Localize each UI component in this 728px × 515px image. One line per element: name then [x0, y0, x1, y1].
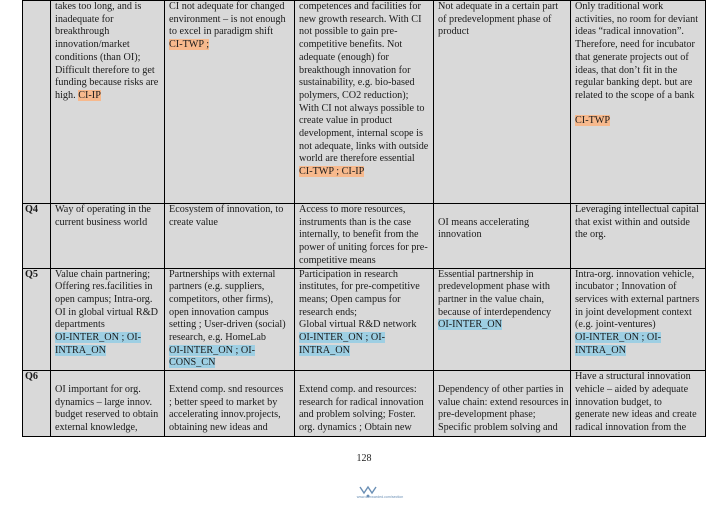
cell-text-line: Essential partnership in [438, 268, 534, 280]
cell-text-line [169, 371, 291, 384]
cell-text-line: create value [169, 216, 218, 228]
code-tag: INTRA_ON [575, 344, 626, 356]
cell-text-line: Ecosystem of innovation, to [169, 204, 284, 215]
cell-text-line: research, e.g. HomeLab [169, 332, 267, 344]
cell-text-line: adequate (enough) for [299, 51, 389, 63]
cell-text-line: world are therefore essential [299, 153, 415, 165]
cell-tag-line [299, 166, 430, 179]
cell-text-line: pre-development phase; [438, 409, 536, 421]
table-cell [571, 1, 706, 204]
cell-text-line: breakthough innovation for [299, 64, 411, 76]
cell-text-tail: funding because risks are high. [55, 77, 159, 101]
code-tag: CI-TWP ; CI-IP [299, 166, 365, 178]
cell-text-line: innovation/market [55, 39, 130, 51]
table-cell [165, 268, 295, 371]
table-row [23, 204, 706, 269]
cell-text-line: Extend comp. snd resources [169, 383, 284, 395]
cell-tag-line [575, 332, 702, 345]
table-cell [571, 204, 706, 269]
cell-text-line: not possible to gain pre- [299, 26, 398, 38]
cell-text-line: radical innovation from the [575, 421, 687, 433]
cell-text-line: ideas “radical innovation”. [575, 26, 684, 38]
cell-tag-line [575, 345, 702, 358]
cell-text-line: budget reserved to obtain [55, 409, 159, 421]
cell-text-line: Not adequate in a certain part [438, 1, 559, 12]
cell-tag-line [438, 319, 567, 332]
cell-text-line: open campus; Intra-org. [55, 293, 153, 305]
cell-text-line: Global virtual R&D network [299, 319, 417, 331]
code-tag: CI-TWP ; [169, 39, 210, 51]
cell-text-line: vehicle – aided by adequate [575, 383, 689, 395]
table-cell [571, 371, 706, 437]
cell-text-line: Extend comp. and resources: [299, 383, 417, 395]
cell-text-line: obtaining new ideas and [169, 421, 268, 433]
cell-text-line: that exist within and outside [575, 216, 690, 228]
cell-text-line: means; Open campus for [299, 293, 401, 305]
table-cell [295, 268, 434, 371]
cell-text-line: to excel in paradigm shift [169, 26, 274, 38]
cell-text-line: Value chain partnering; [55, 268, 151, 280]
table-row [23, 268, 706, 371]
question-id-cell: Q6 [23, 371, 51, 437]
cell-text-line: Difficult therefore to get [55, 64, 155, 76]
cell-text-line: sustainability, e.g. bio-based [299, 77, 415, 89]
cell-text-line: competitors, other firms), [169, 293, 274, 305]
cell-text-line: and problem solving; Foster. [299, 409, 416, 421]
cell-tag-line [575, 115, 702, 128]
code-tag: OI-INTER_ON [438, 319, 502, 331]
table-cell [295, 371, 434, 437]
cell-text-line: related to the scope of a bank [575, 89, 695, 101]
cell-text-line: innovation budget, to [575, 396, 662, 408]
cell-text-line: departments [55, 319, 105, 331]
cell-text-line: environment – is not enough [169, 13, 286, 25]
cell-text-line: inadequate for [55, 13, 114, 25]
code-tag: OI-INTER_ON ; OI- [575, 332, 662, 344]
cell-text-line: instruments than is the case [299, 216, 412, 228]
table-cell [51, 1, 165, 204]
cell-text-line: OI in global virtual R&D [55, 306, 158, 318]
code-tag: INTRA_ON [299, 344, 350, 356]
cell-text-line: create value in product [299, 115, 393, 127]
cell-text-line: open innovation campus [169, 306, 269, 318]
cell-text-line: partner in the value chain, [438, 293, 545, 305]
cell-text-line: conditions (than OI); [55, 51, 141, 63]
table-cell [295, 1, 434, 204]
cell-text-line: in joint development context [575, 306, 692, 318]
table-row [23, 371, 706, 437]
cell-text-line: services with external partners [575, 293, 700, 305]
cell-text-line [438, 371, 567, 384]
cell-text-line: new growth research. With CI [299, 13, 422, 25]
cell-text-line: takes too long, and is [55, 1, 142, 12]
cell-text-line: Way of operating in the [55, 204, 151, 215]
cell-text-line: (e.g. joint-ventures) [575, 319, 656, 331]
cell-text-line: partners (e.g. suppliers, [169, 281, 265, 293]
table-cell [51, 371, 165, 437]
cell-text-line [299, 371, 430, 384]
cell-text-line: Participation in research [299, 268, 399, 280]
cell-text-line: breakthrough [55, 26, 110, 38]
cell-text-line: Only traditional work [575, 1, 664, 12]
table-cell [434, 371, 571, 437]
table-cell [51, 204, 165, 269]
cell-tag-line [169, 357, 291, 370]
cell-text-line: Intra-org. innovation vehicle, [575, 268, 695, 280]
cell-text-line: not adequate, links with outside [299, 140, 429, 152]
cell-text-line: research ends; [299, 306, 357, 318]
publisher-logo-text: www.denwarded.com/section [356, 495, 404, 499]
cell-text-line: activities, no room for deviant [575, 13, 699, 25]
cell-text-line: setting ; User-driven (social) [169, 319, 286, 331]
table-cell [165, 371, 295, 437]
cell-text-line: Access to more resources, [299, 204, 406, 215]
cell-text-line: development, internal scope is [299, 128, 423, 140]
cell-text-line: the org. [575, 229, 606, 241]
cell-text-line: ideas, that don’t fit in the [575, 64, 678, 76]
cell-text-line: generate new ideas and create [575, 409, 697, 421]
cell-text-line: current business world [55, 216, 148, 228]
cell-tag-line [299, 345, 430, 358]
question-id-cell [23, 1, 51, 204]
cell-tag-line [299, 332, 430, 345]
cell-text-line: OI means accelerating [438, 216, 530, 228]
cell-text-line: CI not adequate for changed [169, 1, 285, 12]
table-cell [571, 268, 706, 371]
cell-text-line: predevelopment phase with [438, 281, 551, 293]
cell-text-line: incubator ; Innovation of [575, 281, 677, 293]
cell-text-line: Therefore, need for incubator [575, 39, 695, 51]
table-cell [165, 1, 295, 204]
page-number: 128 [356, 453, 372, 464]
cell-text-line: that generate projects out of [575, 51, 689, 63]
cell-text-line: Dependency of other parties in [438, 383, 564, 395]
cell-text-line: OI important for org. [55, 383, 141, 395]
cell-text-line: polymers, CO2 reduction); [299, 89, 409, 101]
cell-text-line: value chain: extend resources in [438, 396, 569, 408]
table-cell [434, 204, 571, 269]
table-cell [434, 268, 571, 371]
question-id-cell: Q4 [23, 204, 51, 269]
table-cell [51, 268, 165, 371]
cell-text-line: Partnerships with external [169, 268, 276, 280]
code-tag: OI-INTER_ON ; OI- [55, 332, 142, 344]
cell-tag-line [169, 345, 291, 358]
cell-text-line: Offering res.facilities in [55, 281, 153, 293]
cell-text-line: external knowledge, [55, 421, 138, 433]
cell-tag-line [55, 345, 161, 358]
code-tag: CI-TWP [575, 115, 611, 127]
table-cell [295, 204, 434, 269]
cell-text-line: because of interdependency [438, 306, 552, 318]
cell-text-line: of predevelopment phase of [438, 13, 552, 25]
cell-text-line [438, 204, 567, 217]
cell-tag-line [169, 39, 291, 52]
cell-text-line: research for radical innovation [299, 396, 424, 408]
cell-text-line: competitive benefits. Not [299, 39, 403, 51]
table-row [23, 1, 706, 204]
cell-text-line: internally, to benefit from the [299, 229, 419, 241]
cell-text-line: With CI not always possible to [299, 102, 425, 114]
interview-results-table [22, 0, 706, 437]
table-cell [434, 1, 571, 204]
cell-text-line [55, 371, 161, 384]
cell-text-line: institutes, for pre-competitive [299, 281, 420, 293]
cell-text-line [575, 103, 702, 116]
cell-text-line: dynamics – large innov. [55, 396, 153, 408]
cell-text-line: Specific problem solving and [438, 421, 558, 433]
cell-text-line: Leveraging intellectual capital [575, 204, 699, 215]
cell-text-line: product [438, 26, 470, 38]
cell-text-line: competitive means [299, 254, 376, 266]
cell-text-line: power of uniting forces for pre- [299, 242, 428, 254]
code-tag: CONS_CN [169, 357, 216, 369]
cell-text-line: org. dynamics ; Obtain new [299, 421, 412, 433]
question-id-cell: Q5 [23, 268, 51, 371]
cell-text-line: regular banking dept. but are [575, 77, 693, 89]
code-tag: OI-INTER_ON ; OI- [299, 332, 386, 344]
code-tag: CI-IP [78, 89, 101, 101]
cell-text-line: innovation [438, 229, 482, 241]
cell-text-line: Have a structural innovation [575, 371, 691, 383]
table-cell [165, 204, 295, 269]
cell-text-line: competences and facilities for [299, 1, 421, 12]
code-tag: OI-INTER_ON ; OI- [169, 344, 256, 356]
cell-text-line: ; better speed to market by [169, 396, 278, 408]
cell-text-line: accelerating innov.projects, [169, 409, 281, 421]
code-tag: INTRA_ON [55, 344, 106, 356]
cell-tag-line [55, 332, 161, 345]
